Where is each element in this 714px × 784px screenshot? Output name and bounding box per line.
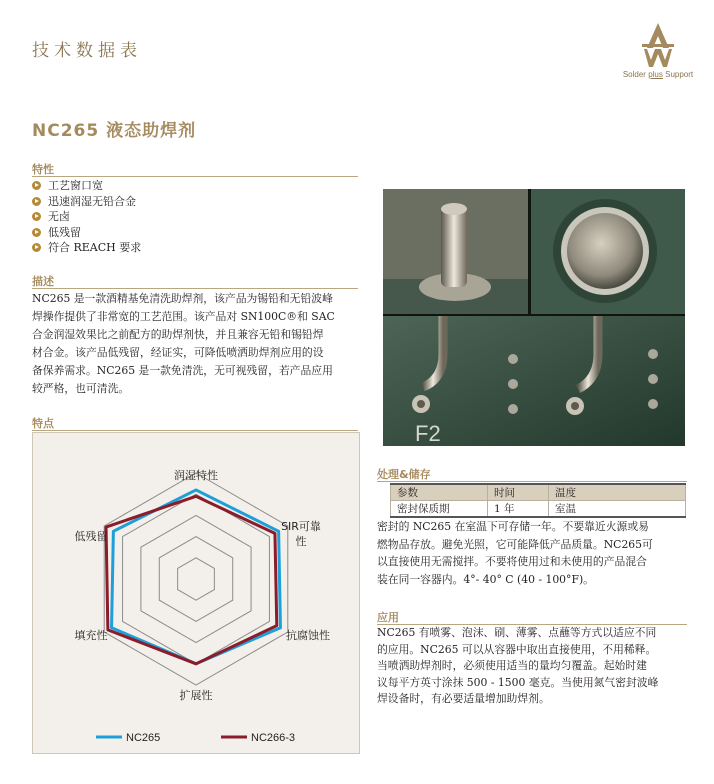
radar-chart [33, 433, 359, 753]
characteristics-rule [32, 430, 358, 431]
radar-grid-ring [104, 473, 288, 685]
features-list [32, 178, 352, 256]
table-cell: 密封保质期 [391, 501, 488, 518]
table-header-cell: 参数 [391, 484, 488, 501]
logo-tagline: Solder plus Support [622, 70, 694, 79]
table-header-cell: 温度 [549, 484, 686, 501]
feature-item: 符合 REACH 要求 [32, 240, 352, 256]
application-text: NC265 有喷雾、泡沫、刷、薄雾、点蘸等方式以适应不同 的应用。NC265 可以从容器中取出直接使用，不用稀释。 当喷洒助焊剂时，必须使用适当的量均匀覆盖。起始时建 议每平方英寸涂抹 500 - 1500 毫克。当使用氮气密封波峰 焊设备时，有必要适量增加助焊剂。 [377, 626, 659, 705]
bullet-icon [32, 228, 41, 237]
handling-text: 密封的 NC265 在室温下可存储一年。不要靠近火源或易 燃物品存放。避免光照，它可能降低产品质量。NC265可 以直接使用无需搅拌。不要将使用过和未使用的产品混合 装在同一容器内。4°- 40° C (40 - 100°F)。 [377, 520, 653, 586]
aim-logo-mark [636, 22, 680, 68]
product-photo [383, 189, 685, 446]
feature-item: 无卤 [32, 209, 352, 225]
radar-chart-panel [32, 432, 360, 754]
photo-label: F2 [415, 421, 441, 446]
axis-label: 扩展性 [179, 689, 213, 702]
handling-rule [377, 481, 687, 482]
document-title: 技术数据表 [32, 41, 142, 61]
table-header-row [391, 484, 686, 501]
radar-grid-ring [159, 537, 232, 622]
axis-label: 润湿特性 [174, 469, 218, 482]
feature-item: 工艺窗口宽 [32, 178, 352, 194]
radar-grid-ring [141, 515, 251, 642]
features-rule [32, 176, 358, 177]
table-row [391, 501, 686, 518]
feature-item: 迅速润湿无铅合金 [32, 194, 352, 210]
axis-label: SIR可靠性 [281, 520, 321, 548]
legend-label: NC265 [126, 732, 161, 744]
handling-heading: 处理&储存 [377, 468, 431, 481]
axis-label: 抗腐蚀性 [286, 629, 330, 642]
feature-item: 低残留 [32, 225, 352, 241]
legend-label: NC266-3 [251, 732, 296, 744]
characteristics-heading: 特点 [32, 417, 54, 430]
bullet-icon [32, 212, 41, 221]
description-text: NC265 是一款酒精基免清洗助焊剂，该产品为锡铅和无铅波峰 焊操作提供了非常宽的工艺范围。该产品对 SN100C®和 SAC 合金润湿效果比之前配方的助焊剂快，并且兼容无铅和锡铅焊 材合金。该产品低残留，经证实，可降低喷洒助焊剂应用的设 备保养需求。NC265 是一款免清洗，无可视残留，若产品应用 较严格，也可清洗。 [32, 292, 335, 395]
bullet-icon [32, 197, 41, 206]
parameters-table [390, 483, 686, 518]
table-cell: 1 年 [488, 501, 549, 518]
bullet-icon [32, 181, 41, 190]
product-name: NC265 液态助焊剂 [32, 121, 197, 141]
description-rule [32, 288, 358, 289]
axis-label: 低残留 [74, 530, 108, 543]
description-heading: 描述 [32, 275, 54, 288]
table-header-cell: 时间 [488, 484, 549, 501]
application-heading: 应用 [377, 611, 399, 624]
bullet-icon [32, 243, 41, 252]
axis-label: 填充性 [74, 629, 108, 642]
features-heading: 特性 [32, 163, 54, 176]
table-cell: 室温 [549, 501, 686, 518]
aim-logo [618, 22, 698, 84]
radar-grid-ring [178, 558, 215, 600]
